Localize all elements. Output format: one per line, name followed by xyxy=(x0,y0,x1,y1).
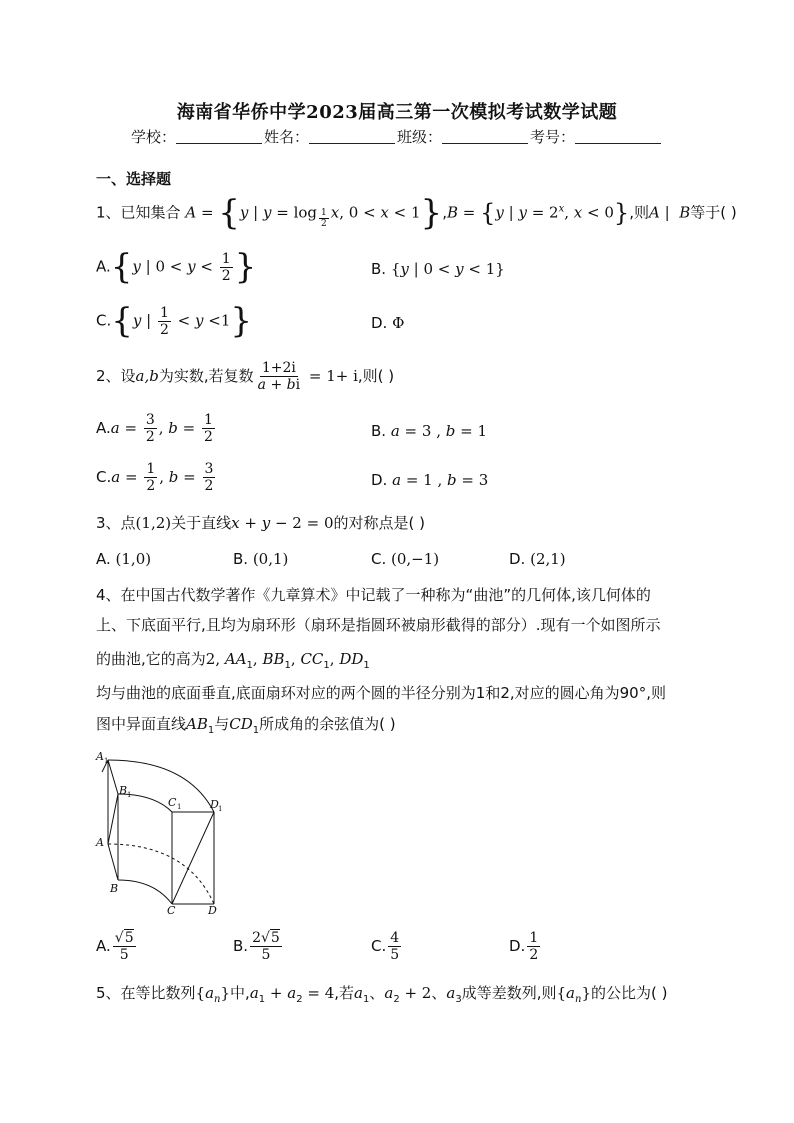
school-label: 学校： xyxy=(130,128,176,146)
q1-stem: 1、已知集合 A = {y | y = log $_{\frac{1}{2}}$ x, 0 < x < 1},B = {y | $y = 2^x$, x < 0},则A | B等于( ) xyxy=(96,193,737,233)
q1-option-a[interactable]: A.{y | 0 < y < $\frac{1}{2}$ } xyxy=(96,247,257,287)
q4-option-b[interactable]: B. $\frac{2√5}{5}$ xyxy=(233,930,280,963)
edge-ab xyxy=(108,844,118,880)
section-heading: 一、选择题 xyxy=(96,170,172,188)
q3-option-d[interactable]: D. (2,1) xyxy=(509,550,566,568)
page-title: 海南省华侨中学2023届高三第一次模拟考试数学试题 xyxy=(176,102,618,123)
q2-option-a[interactable]: A.a = $\frac{3}{2}$ , b = $\frac{1}{2}$ xyxy=(96,412,213,445)
label-a: A xyxy=(96,836,104,849)
label-d: D xyxy=(208,904,217,916)
student-info-line xyxy=(0,126,794,147)
q1-option-b[interactable]: B. {y | 0 < y < 1} xyxy=(371,260,505,278)
name-label: 姓名： xyxy=(263,128,309,146)
class-label: 班级： xyxy=(397,128,443,146)
class-blank[interactable] xyxy=(442,130,528,144)
q3-option-c[interactable]: C. (0,−1) xyxy=(371,550,440,568)
id-blank[interactable] xyxy=(575,130,661,144)
q4-line3: 的曲池,它的高为2, $AA_1$, $BB_1$, $CC_1$, $DD_1$ xyxy=(96,650,370,671)
q5-stem: 5、在等比数列$\{a_n\}$中$,a_1 + a_2 = 4$,若$a_1$、$a_2 + 2$、$a_3$成等差数列,则$\{a_n\}$的公比为( ) xyxy=(96,984,668,1005)
q4-option-d[interactable]: D. $\frac{1}{2}$ xyxy=(509,930,539,963)
edge-a1b1 xyxy=(108,760,118,794)
name-blank[interactable] xyxy=(309,130,395,144)
id-label: 考号： xyxy=(530,128,576,146)
label-d1: D xyxy=(210,798,219,811)
q4-line5: 图中异面直线$AB_1$与$CD_1$所成角的余弦值为( ) xyxy=(96,715,396,736)
svg-text:1: 1 xyxy=(104,757,109,765)
q4-line4: 均与曲池的底面垂直,底面扇环对应的两个圆的半径分别为1和2,对应的圆心角为90°,则 xyxy=(96,684,666,702)
svg-text:1: 1 xyxy=(218,805,223,813)
label-b1: B xyxy=(119,784,128,797)
bottom-outer-arc xyxy=(108,844,214,904)
svg-text:1: 1 xyxy=(127,791,132,799)
q2-stem: 2、设a,b为实数,若复数 $\frac{1+2i}{a + bi}$ = 1+ i,则( ) xyxy=(96,360,395,393)
segment-ab1 xyxy=(108,794,118,844)
label-c1: C xyxy=(168,796,177,809)
q1-option-d[interactable]: D. Φ xyxy=(371,314,405,332)
q4-option-a[interactable]: A. $\frac{√5}{5}$ xyxy=(96,930,134,963)
q2-option-b[interactable]: B. a = 3 , b = 1 xyxy=(371,422,487,440)
q3-option-b[interactable]: B. (0,1) xyxy=(233,550,289,568)
segment-cd1 xyxy=(172,812,214,904)
curved-pool-figure xyxy=(92,746,232,916)
q4-line1: 4、在中国古代数学著作《九章算术》中记载了一种称为“曲池”的几何体,该几何体的 xyxy=(96,586,651,604)
q3-option-a[interactable]: A. (1,0) xyxy=(96,550,152,568)
q2-option-d[interactable]: D. a = 1 , b = 3 xyxy=(371,471,489,489)
q1-option-c[interactable]: C.{y | $\frac{1}{2}$ < y <1} xyxy=(96,301,253,341)
q2-option-c[interactable]: C.a = $\frac{1}{2}$ , b = $\frac{3}{2}$ xyxy=(96,461,214,494)
q4-option-c[interactable]: C. $\frac{4}{5}$ xyxy=(371,930,400,963)
bottom-inner-arc xyxy=(118,880,172,904)
label-b: B xyxy=(110,882,119,895)
q4-line2: 上、下底面平行,且均为扇环形（扇环是指圆环被扇形截得的部分）.现有一个如图所示 xyxy=(96,616,661,634)
q3-stem: 3、点(1,2)关于直线x + y − 2 = 0的对称点是( ) xyxy=(96,514,425,532)
label-a1: A xyxy=(96,750,104,763)
label-c: C xyxy=(167,904,176,916)
school-blank[interactable] xyxy=(176,130,262,144)
svg-text:1: 1 xyxy=(177,803,182,811)
